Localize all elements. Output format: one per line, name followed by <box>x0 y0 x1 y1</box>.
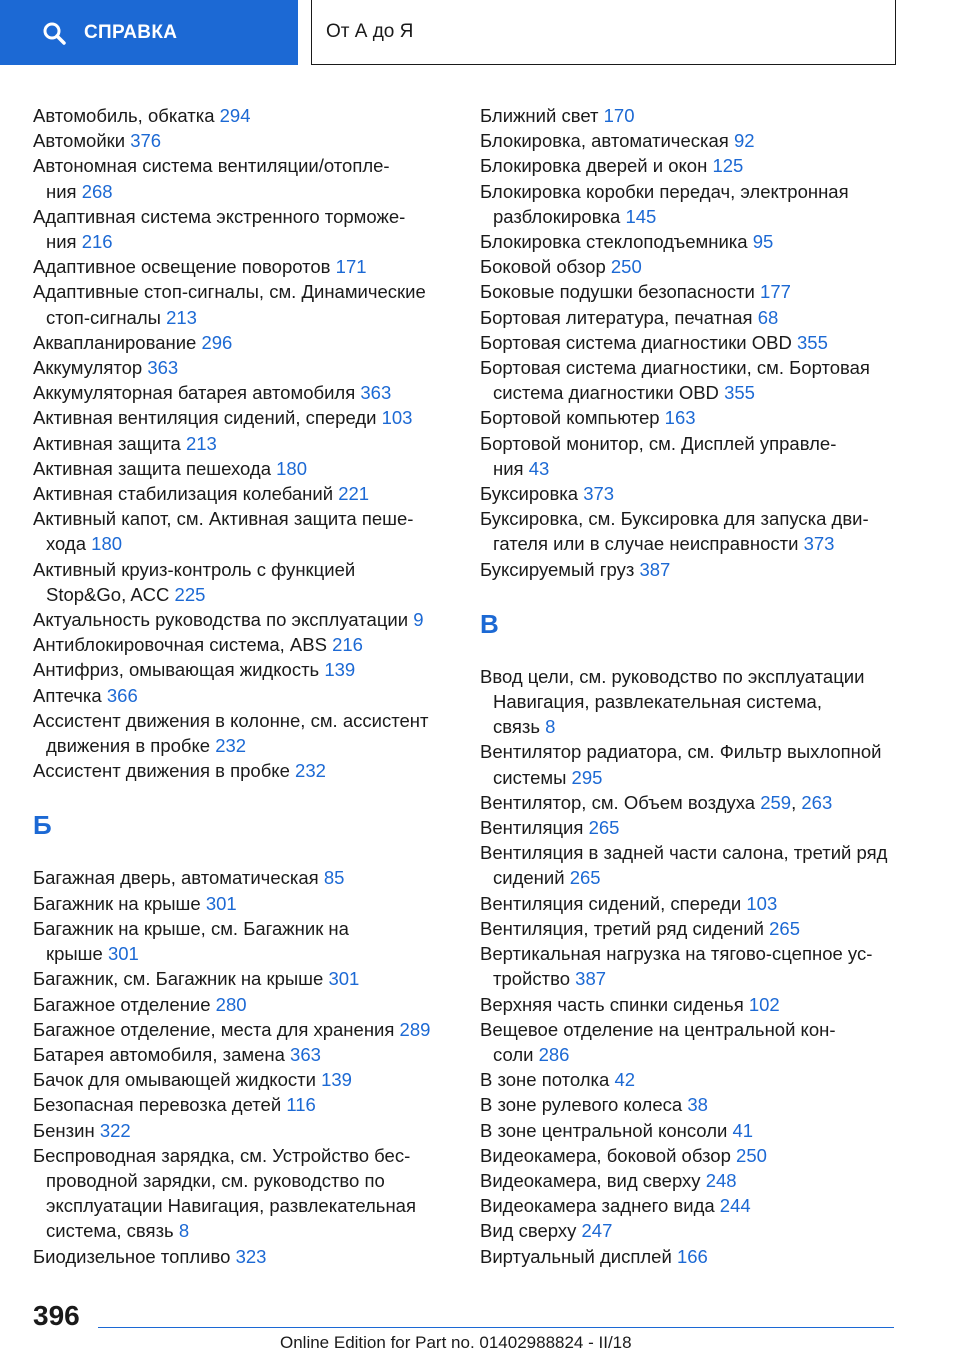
index-entry-text: В зоне центральной консоли <box>480 1119 728 1141</box>
index-entry-text: В зоне рулевого колеса <box>480 1094 683 1116</box>
index-entry-text: Stop&Go, ACC <box>46 583 170 605</box>
index-entry-text: проводной зарядки, см. руководство по <box>46 1169 385 1191</box>
index-entry <box>33 992 453 1017</box>
index-entry-text: Автомойки <box>33 130 126 152</box>
index-entry <box>480 1168 900 1193</box>
index-entry <box>480 891 900 916</box>
index-entry-text: Беспроводная зарядка, см. Устройство бес- <box>33 1144 411 1166</box>
index-entry-text: Бортовой компьютер <box>480 407 660 429</box>
index-entry-text: разблокировка <box>493 205 621 227</box>
index-entry-text: гателя или в случае неисправности <box>493 533 799 555</box>
page-link[interactable]: 259 <box>760 791 792 813</box>
index-entry <box>480 1193 900 1218</box>
page-link[interactable]: 355 <box>797 331 828 353</box>
page-link[interactable]: 166 <box>676 1245 708 1267</box>
index-entry-text: хода <box>46 533 87 555</box>
index-entry <box>33 506 453 556</box>
page-link[interactable]: 139 <box>324 659 356 681</box>
index-letter-heading: В <box>480 608 499 639</box>
page-link[interactable]: 92 <box>733 130 755 152</box>
index-entry-text: Актуальность руководства по эксплуатации <box>33 609 409 631</box>
index-entry <box>480 330 900 355</box>
index-column-right <box>480 103 900 1269</box>
page-link[interactable]: 232 <box>295 760 326 782</box>
index-column-left <box>33 103 453 1269</box>
index-entry <box>33 279 453 329</box>
index-entry-text: эксплуатации Навигация, развлекательная <box>46 1195 416 1217</box>
page-link[interactable]: 280 <box>215 993 247 1015</box>
page-link[interactable]: 387 <box>575 968 607 990</box>
page-link[interactable]: 180 <box>91 533 123 555</box>
page-link[interactable]: 163 <box>664 407 696 429</box>
index-entry <box>33 657 453 682</box>
page-link[interactable]: 363 <box>290 1043 321 1065</box>
index-entry-text: Блокировка коробки передач, электронная <box>480 180 849 202</box>
page-link[interactable]: 263 <box>801 791 833 813</box>
index-entry <box>480 815 900 840</box>
index-entry-text: крыше <box>46 943 103 965</box>
index-entry-text: Аккумуляторная батарея автомобиля <box>33 382 356 404</box>
index-entry <box>33 557 453 607</box>
page-link[interactable]: 213 <box>185 432 217 454</box>
index-entry-text: Ближний свет <box>480 105 599 126</box>
index-entry-text: стоп-сигналы <box>46 306 161 328</box>
index-entry <box>480 1244 900 1269</box>
index-entry <box>33 758 453 783</box>
index-entry-text: Багажная дверь, автоматическая <box>33 867 319 889</box>
index-entry <box>33 1118 453 1143</box>
index-entry-text: Бортовая литература, печатная <box>480 306 753 328</box>
index-entry <box>480 992 900 1017</box>
page-link[interactable]: 248 <box>705 1169 737 1191</box>
index-entry-text: Ассистент движения в колонне, см. ассистент <box>33 709 429 731</box>
index-entry-text: Активная стабилизация колебаний <box>33 483 334 505</box>
index-entry <box>480 1092 900 1117</box>
index-entry <box>33 632 453 657</box>
page-link[interactable]: 180 <box>276 457 308 479</box>
index-entry <box>33 380 453 405</box>
index-entry-text: Аккумулятор <box>33 357 143 379</box>
index-entry-text: Блокировка, автоматическая <box>480 130 729 152</box>
index-entry <box>33 708 453 758</box>
index-entry <box>480 103 900 128</box>
index-entry-text: В зоне потолка <box>480 1069 610 1091</box>
index-entry <box>480 481 900 506</box>
index-entry-text: Видеокамера, вид сверху <box>480 1169 701 1191</box>
index-entry-text: Активный капот, см. Активная защита пеше- <box>33 508 414 530</box>
index-entry-text: Буксируемый груз <box>480 558 635 580</box>
index-entry <box>480 254 900 279</box>
page-link[interactable]: 232 <box>215 735 247 757</box>
page-link[interactable]: 373 <box>803 533 835 555</box>
index-entry <box>480 1067 900 1092</box>
index-entry-text: Вентиляция сидений, спереди <box>480 892 742 914</box>
index-entry <box>33 966 453 991</box>
index-entry <box>33 254 453 279</box>
page-link[interactable]: 289 <box>399 1018 431 1040</box>
index-entry <box>480 179 900 229</box>
index-entry <box>33 330 453 355</box>
index-entry-text: Безопасная перевозка детей <box>33 1094 282 1116</box>
index-entry-text: Виртуальный дисплей <box>480 1245 672 1267</box>
page-link[interactable]: 8 <box>178 1220 190 1242</box>
reference-tab-label: СПРАВКА <box>84 21 178 43</box>
page-link[interactable]: 376 <box>130 130 162 152</box>
index-entry <box>33 128 453 153</box>
page-link[interactable]: 323 <box>235 1245 267 1267</box>
search-icon <box>42 21 66 45</box>
index-entry-text: Вентилятор, см. Объем воздуха <box>480 791 756 813</box>
index-entry-text: Батарея автомобиля, замена <box>33 1043 285 1065</box>
page-link[interactable]: 322 <box>99 1119 131 1141</box>
index-entry-text: Вентиляция <box>480 817 584 839</box>
index-entry-text: соли <box>493 1043 534 1065</box>
index-entry-text: Боковые подушки безопасности <box>480 281 755 303</box>
page-link[interactable]: 301 <box>107 943 139 965</box>
index-entry-text: Верхняя часть спинки сиденья <box>480 993 744 1015</box>
index-entry-text: Адаптивное освещение поворотов <box>33 256 331 278</box>
index-entry <box>33 1067 453 1092</box>
index-entry <box>33 683 453 708</box>
page-link[interactable]: 125 <box>712 155 744 177</box>
index-letter-heading: Б <box>33 810 52 841</box>
index-entry <box>33 355 453 380</box>
index-entry-text: Вид сверху <box>480 1220 577 1242</box>
index-entry <box>33 916 453 966</box>
index-entry-text: Боковой обзор <box>480 256 606 278</box>
index-entry-text: Видеокамера заднего вида <box>480 1195 715 1217</box>
index-entry <box>480 355 900 405</box>
index-entry-text: Бензин <box>33 1119 95 1141</box>
index-entry <box>33 456 453 481</box>
index-entry-text: Багажник, см. Багажник на крыше <box>33 968 324 990</box>
index-entry-text: Багажник на крыше, см. Багажник на <box>33 917 349 939</box>
index-entry <box>33 1042 453 1067</box>
index-entry <box>480 405 900 430</box>
page-link[interactable]: 286 <box>538 1043 570 1065</box>
index-entry-text: Бортовой монитор, см. Дисплей управле- <box>480 432 837 454</box>
page-link[interactable]: 265 <box>769 917 801 939</box>
page-link[interactable]: 95 <box>752 231 774 253</box>
index-entry-text: Аквапланирование <box>33 331 197 353</box>
index-entry <box>480 431 900 481</box>
index-entry <box>480 1118 900 1143</box>
page-link[interactable]: 116 <box>286 1094 316 1116</box>
index-entry-text: Вертикальная нагрузка на тягово-сцепное ус- <box>480 943 873 965</box>
section-title: От А до Я <box>326 21 414 42</box>
page-link[interactable]: 216 <box>81 231 113 253</box>
index-entry-text: Активная защита пешехода <box>33 457 271 479</box>
page-link[interactable]: 103 <box>381 407 413 429</box>
index-entry <box>480 739 900 789</box>
index-entry <box>33 891 453 916</box>
index-entry-text: Блокировка дверей и окон <box>480 155 708 177</box>
index-entry-text: Антифриз, омывающая жидкость <box>33 659 320 681</box>
index-entry-text: Аптечка <box>33 684 102 706</box>
index-entry-text: система диагностики OBD <box>493 382 719 404</box>
index-entry-text: Буксировка <box>480 483 579 505</box>
index-entry <box>480 305 900 330</box>
index-entry-text: Ассистент движения в пробке <box>33 760 290 782</box>
page-link[interactable]: 177 <box>760 281 791 303</box>
index-entry-text: ния <box>46 180 77 202</box>
page-link[interactable]: 213 <box>166 306 197 328</box>
index-entry <box>33 1092 453 1117</box>
index-entry <box>480 941 900 991</box>
index-entry <box>480 840 900 890</box>
page-link[interactable]: 139 <box>321 1069 352 1091</box>
page-link[interactable]: 295 <box>571 766 603 788</box>
index-entry-text: Активная защита <box>33 432 181 454</box>
index-entry-text: Активная вентиляция сидений, спереди <box>33 407 377 429</box>
page-link[interactable]: 102 <box>748 993 780 1015</box>
index-entry-text: ния <box>46 231 77 253</box>
index-entry <box>480 279 900 304</box>
page-link[interactable]: 265 <box>569 867 601 889</box>
page-link[interactable]: 355 <box>724 382 755 404</box>
page-link[interactable]: 38 <box>687 1094 708 1116</box>
page-number: 396 <box>33 1300 80 1331</box>
section-header <box>311 0 896 65</box>
page-link[interactable]: 268 <box>81 180 113 202</box>
page-link[interactable]: 301 <box>205 892 237 914</box>
index-entry: Вентилятор, см. Объем воздуха 259, 263 <box>480 791 833 813</box>
index-entry-text: Видеокамера, боковой обзор <box>480 1144 731 1166</box>
index-entry-text: Бортовая система диагностики, см. Бортовая <box>480 357 870 379</box>
index-entry-text: Блокировка стеклоподъемника <box>480 231 748 253</box>
page-link[interactable]: 85 <box>323 867 345 889</box>
page-link[interactable]: 244 <box>719 1195 751 1217</box>
index-entry-text: Багажное отделение, места для хранения <box>33 1018 395 1040</box>
page-link[interactable]: 265 <box>588 817 620 839</box>
index-entry-text: связь <box>493 716 541 738</box>
index-entry <box>33 204 453 254</box>
page-link[interactable]: 250 <box>736 1144 767 1166</box>
index-entry-text: Вещевое отделение на центральной кон- <box>480 1018 836 1040</box>
page-link[interactable]: 247 <box>581 1220 613 1242</box>
page-link[interactable]: 170 <box>603 105 635 126</box>
page-link[interactable]: 301 <box>328 968 360 990</box>
reference-tab[interactable] <box>0 0 298 65</box>
index-entry <box>480 1143 900 1168</box>
page-link[interactable]: 296 <box>201 331 233 353</box>
index-entry <box>480 153 900 178</box>
page-link[interactable]: 9 <box>413 609 424 631</box>
index-entry-text: Вентиляция, третий ряд сидений <box>480 917 764 939</box>
index-entry-text: система, связь <box>46 1220 174 1242</box>
index-entry-text: Ввод цели, см. руководство по эксплуатации <box>480 665 865 687</box>
index-entry <box>480 557 900 582</box>
index-entry-text: Адаптивная система экстренного торможе- <box>33 205 406 227</box>
page-link[interactable]: 41 <box>732 1119 754 1141</box>
index-entry-text: Багажное отделение <box>33 993 211 1015</box>
index-entry <box>33 1017 453 1042</box>
index-entry-text: движения в пробке <box>46 735 211 757</box>
index-entry <box>33 431 453 456</box>
index-entry <box>480 664 900 740</box>
page-link[interactable]: 68 <box>757 306 779 328</box>
index-entry-text: Антиблокировочная система, ABS <box>33 634 327 656</box>
index-entry <box>33 607 453 632</box>
index-entry-text: Автомобиль, обкатка <box>33 105 215 126</box>
index-entry-text: Багажник на крыше <box>33 892 201 914</box>
index-entry <box>480 506 900 556</box>
page-link[interactable]: 145 <box>625 205 657 227</box>
index-entry-text: системы <box>493 766 567 788</box>
page-link[interactable]: 221 <box>338 483 370 505</box>
index-entry-text: Вентилятор радиатора, см. Фильтр выхлопной <box>480 741 882 763</box>
page-link[interactable]: 363 <box>360 382 392 404</box>
index-entry-text: Буксировка, см. Буксировка для запуска дви- <box>480 508 869 530</box>
page-link[interactable]: 103 <box>746 892 778 914</box>
page-link[interactable]: 225 <box>174 583 206 605</box>
index-entry <box>33 405 453 430</box>
page-link[interactable]: 42 <box>614 1069 636 1091</box>
index-entry-text: ния <box>493 457 524 479</box>
page-link[interactable]: 171 <box>335 256 367 278</box>
index-entry <box>33 103 453 128</box>
page-link[interactable]: 373 <box>583 483 615 505</box>
index-entry <box>33 1143 453 1244</box>
page-link[interactable]: 43 <box>528 457 550 479</box>
page-link[interactable]: 366 <box>106 684 138 706</box>
page-link[interactable]: 8 <box>545 716 556 738</box>
index-entry-text: Вентиляция в задней части салона, третий ряд <box>480 842 888 864</box>
index-entry <box>33 865 453 890</box>
index-entry-text: тройство <box>493 968 571 990</box>
page-link[interactable]: 363 <box>147 357 179 379</box>
index-entry <box>480 229 900 254</box>
page-link[interactable]: 294 <box>219 105 251 126</box>
index-entry-text: Навигация, развлекательная система, <box>493 691 822 713</box>
page-link[interactable]: 387 <box>639 558 671 580</box>
index-entry <box>33 1244 453 1269</box>
index-entry <box>480 128 900 153</box>
index-entry-text: сидений <box>493 867 565 889</box>
index-entry-text: Автономная система вентиляции/отопле- <box>33 155 390 177</box>
footer-divider <box>98 1327 894 1328</box>
index-entry-text: Адаптивные стоп-сигналы, см. Динамические <box>33 281 426 303</box>
index-entry-text: Бортовая система диагностики OBD <box>480 331 792 353</box>
index-entry-text: Биодизельное топливо <box>33 1245 231 1267</box>
index-entry-text: Активный круиз-контроль с функцией <box>33 558 356 580</box>
page-link[interactable]: 216 <box>332 634 363 656</box>
edition-text: Online Edition for Part no. 01402988824 - II/18 <box>280 1333 632 1352</box>
page-link[interactable]: 250 <box>610 256 642 278</box>
index-entry-text: Бачок для омывающей жидкости <box>33 1069 316 1091</box>
index-entry <box>480 916 900 941</box>
index-entry <box>33 481 453 506</box>
index-entry <box>480 1017 900 1067</box>
index-entry <box>33 153 453 203</box>
index-entry <box>480 1218 900 1243</box>
